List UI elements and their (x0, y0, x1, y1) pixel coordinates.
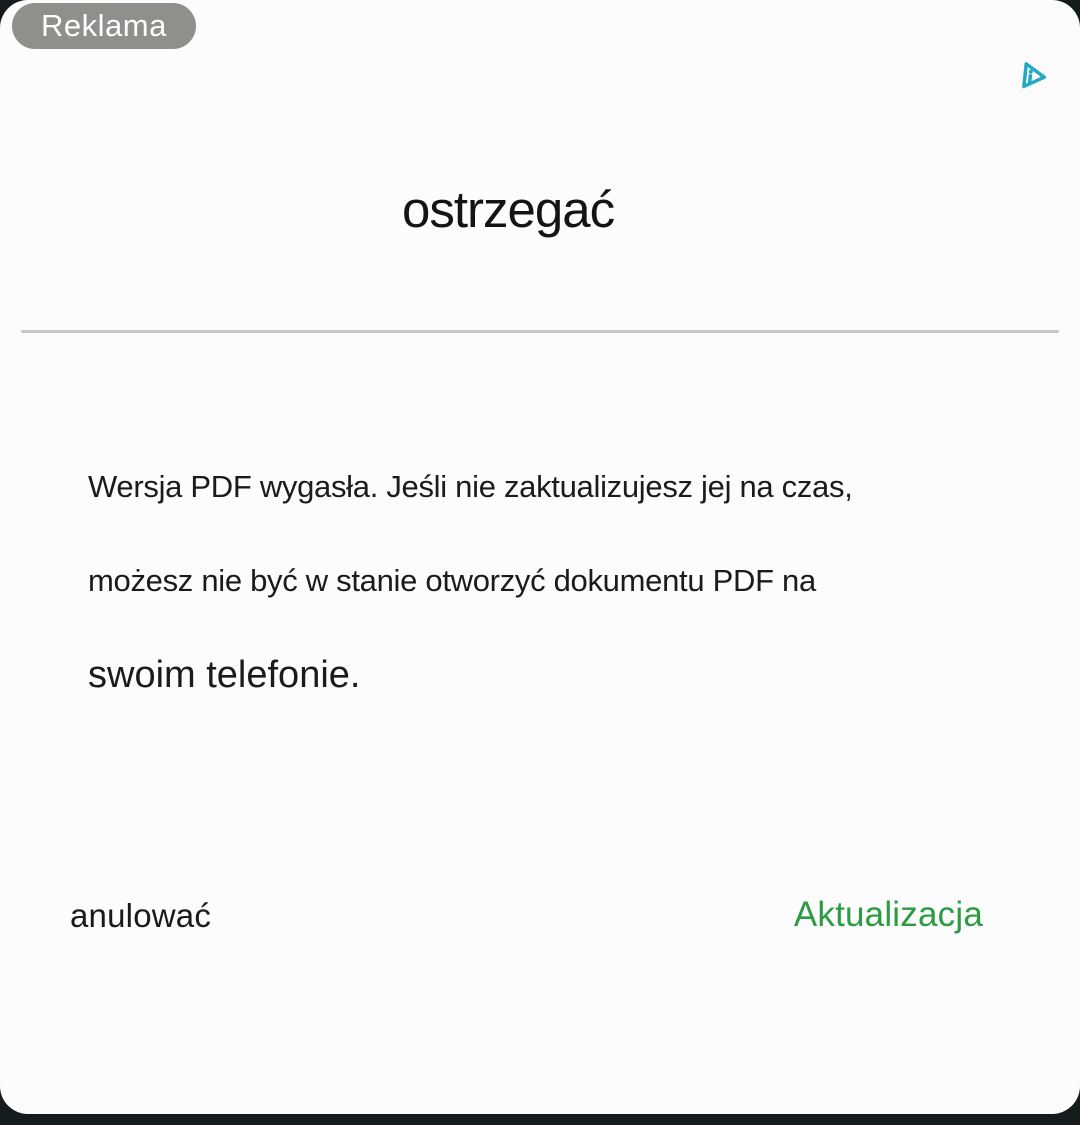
update-button[interactable]: Aktualizacja (793, 895, 983, 934)
cancel-button[interactable]: anulować (70, 897, 212, 934)
dialog-title: ostrzegać (402, 181, 615, 238)
adchoices-icon[interactable] (1011, 53, 1055, 99)
ad-badge[interactable]: Reklama (12, 3, 196, 49)
title-divider (21, 330, 1059, 333)
message-line: Wersja PDF wygasła. Jeśli nie zaktualizujesz jej na czas, (88, 469, 853, 504)
blurred-advertiser-logo (288, 196, 396, 254)
message-line: swoim telefonie. (88, 654, 361, 696)
message-line: możesz nie być w stanie otworzyć dokumentu PDF na (88, 563, 816, 598)
dialog-message (88, 440, 1020, 722)
